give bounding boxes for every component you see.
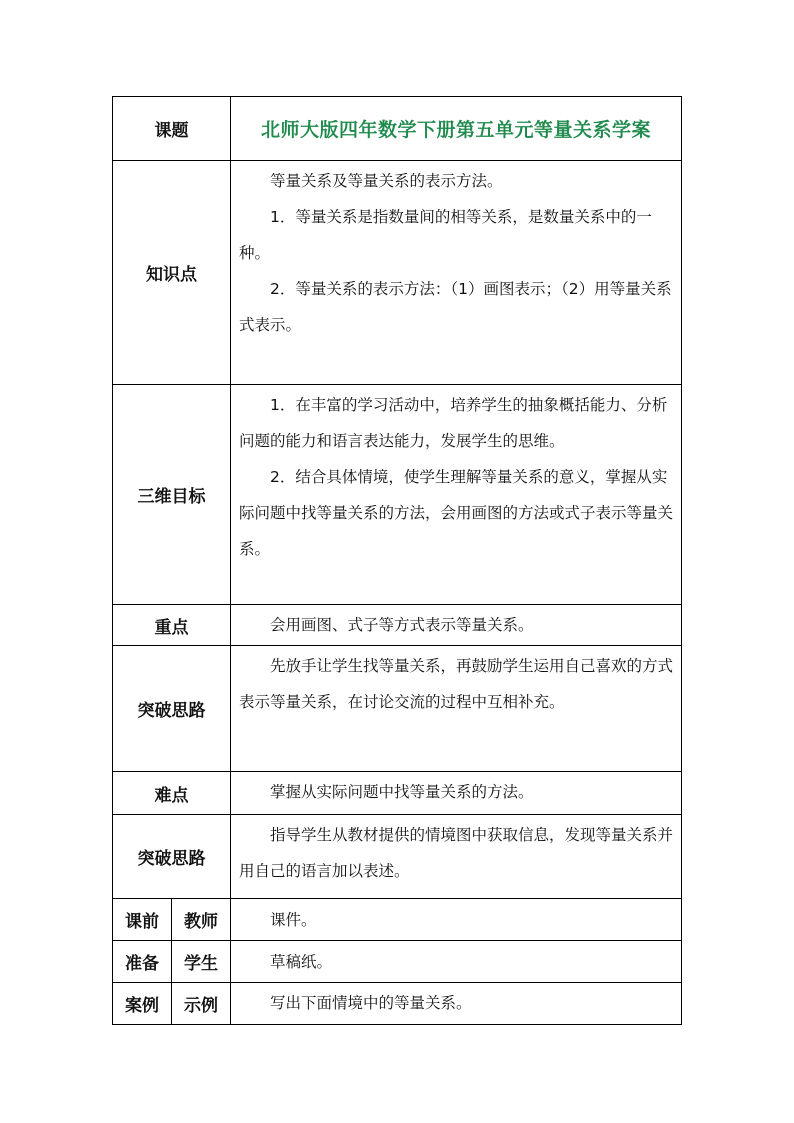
prep-label-top: 课前 (113, 899, 172, 941)
row-example (113, 983, 682, 1025)
key-point-label: 重点 (113, 605, 231, 646)
student-label: 学生 (172, 941, 231, 983)
knowledge-paragraph: 2．等量关系的表示方法：（1）画图表示；（2）用等量关系式表示。 (239, 280, 672, 334)
row-prep-student (113, 941, 682, 983)
goals-content (231, 385, 682, 605)
row-key-point (113, 605, 682, 646)
row-title (113, 97, 682, 161)
title-label: 课题 (113, 97, 231, 161)
key-point-content (231, 605, 682, 646)
teacher-label: 教师 (172, 899, 231, 941)
breakthrough-label: 突破思路 (113, 815, 231, 899)
breakthrough-content (231, 815, 682, 899)
goals-paragraph: 2．结合具体情境，使学生理解等量关系的意义，掌握从实际问题中找等量关系的方法，会用画图的方法或式子表示等量关系。 (239, 468, 674, 558)
goals-label: 三维目标 (113, 385, 231, 605)
example-label: 案例 (113, 983, 172, 1025)
example-text: 写出下面情境中的等量关系。 (270, 994, 472, 1012)
row-difficulty (113, 772, 682, 815)
lesson-plan-table (112, 96, 682, 1025)
prep-label-bottom: 准备 (113, 941, 172, 983)
breakthrough-text: 指导学生从教材提供的情境图中获取信息，发现等量关系并用自己的语言加以表述。 (239, 826, 674, 880)
row-goals (113, 385, 682, 605)
student-text: 草稿纸。 (270, 952, 333, 971)
row-prep-teacher (113, 899, 682, 941)
breakthrough-text: 先放手让学生找等量关系，再鼓励学生运用自己喜欢的方式表示等量关系，在讨论交流的过程中互相补充。 (239, 657, 674, 711)
breakthrough-label: 突破思路 (113, 646, 231, 772)
row-breakthrough-1 (113, 646, 682, 772)
goals-paragraph: 1．在丰富的学习活动中，培养学生的抽象概括能力、分析问题的能力和语言表达能力，发展学生的思维。 (239, 396, 668, 450)
document-title: 北师大版四年数学下册第五单元等量关系学案 (231, 97, 682, 161)
example-sub-label: 示例 (172, 983, 231, 1025)
difficulty-label: 难点 (113, 772, 231, 815)
knowledge-paragraph: 1．等量关系是指数量间的相等关系，是数量关系中的一种。 (239, 208, 652, 262)
example-content (231, 983, 682, 1025)
student-content (231, 941, 682, 983)
teacher-text: 课件。 (270, 910, 317, 929)
key-point-text: 会用画图、式子等方式表示等量关系。 (270, 616, 534, 634)
teacher-content (231, 899, 682, 941)
difficulty-content (231, 772, 682, 815)
knowledge-content (231, 161, 682, 385)
difficulty-text: 掌握从实际问题中找等量关系的方法。 (270, 783, 534, 801)
knowledge-label: 知识点 (113, 161, 231, 385)
row-breakthrough-2 (113, 815, 682, 899)
knowledge-paragraph: 等量关系及等量关系的表示方法。 (270, 172, 503, 190)
row-knowledge (113, 161, 682, 385)
breakthrough-content (231, 646, 682, 772)
